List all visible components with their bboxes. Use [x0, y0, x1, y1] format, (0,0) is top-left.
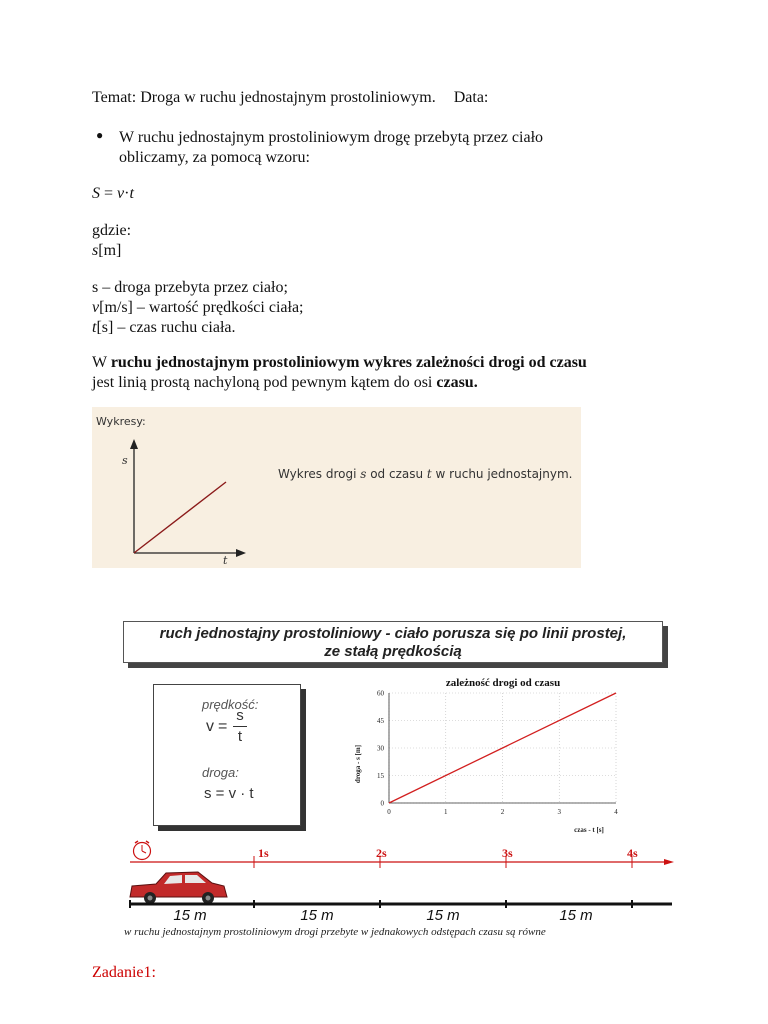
definition-t-text: [s] – czas ruchu ciała.: [96, 319, 236, 336]
card-v: v: [206, 718, 214, 735]
formula-s: S: [92, 185, 100, 202]
formula-v: v: [117, 185, 125, 202]
card-distance-formula: s = v · t: [204, 785, 254, 802]
distance-label-3: 15 m: [426, 907, 460, 924]
card-fraction-bar: [233, 726, 247, 727]
statement-line-2: [92, 373, 478, 393]
topic-line: [92, 88, 488, 108]
formula: [92, 184, 134, 204]
chart-x-tick-label: 1: [444, 808, 448, 816]
formula-card: [153, 684, 301, 826]
topic-text: Temat: Droga w ruchu jednostajnym prostoliniowym.: [92, 89, 436, 106]
figure1-y-arrow: [130, 439, 138, 449]
chart-xlabel: czas - t [s]: [574, 826, 604, 834]
task-label: Zadanie1:: [92, 964, 156, 981]
time-label-2s: 2s: [376, 846, 387, 860]
figure1-caption-mid: od czasu: [366, 467, 427, 481]
figure1-caption: [278, 467, 572, 481]
chart-y-tick-label: 45: [377, 717, 384, 725]
figure1-axis-s: s: [122, 454, 128, 467]
card-eq: =: [218, 718, 228, 735]
s-unit: [m]: [98, 242, 122, 259]
definition-t: [92, 318, 236, 338]
definition-v-symbol: v: [92, 299, 100, 316]
statement-w: W: [92, 354, 111, 371]
s-symbol: s: [92, 242, 99, 259]
card-distance-label: droga:: [202, 765, 239, 780]
figure1-caption-t: t: [426, 467, 432, 481]
timeline-arrow: [664, 859, 674, 865]
figure1-caption-pre: Wykres drogi: [278, 467, 361, 481]
banner-box: [123, 621, 663, 663]
s-unit-line: [92, 241, 121, 261]
time-label-3s: 3s: [502, 846, 513, 860]
definition-t-symbol: t: [92, 319, 97, 336]
chart-x-tick-label: 0: [387, 808, 391, 816]
distance-label-2: 15 m: [300, 907, 334, 924]
chart-title: zależność drogi od czasu: [445, 677, 561, 689]
figure1-line: [134, 482, 226, 553]
bullet-dot: ●: [96, 128, 104, 142]
formula-t: t: [129, 185, 134, 202]
chart-x-tick-label: 2: [500, 808, 505, 816]
definition-s: s – droga przebyta przez ciało;: [92, 279, 288, 296]
figure1-title: Wykresy:: [96, 415, 146, 428]
figure1-graph: [92, 407, 581, 568]
figure1-axis-t: t: [223, 554, 228, 567]
statement-line-1: [92, 353, 587, 373]
bullet-line-2: obliczamy, za pomocą wzoru:: [119, 149, 310, 166]
chart-ylabel: droga - s [m]: [354, 744, 362, 784]
card-denominator: t: [237, 728, 243, 745]
banner-line-2: ze stałą prędkością: [324, 643, 462, 660]
where-label: gdzie:: [92, 222, 132, 239]
date-label: Data:: [453, 89, 489, 106]
chart-y-tick-label: 15: [377, 772, 384, 780]
chart-x-tick-label: 3: [557, 808, 561, 816]
distance-label-4: 15 m: [559, 907, 593, 924]
timeline-note: w ruchu jednostajnym prostoliniowym drogi przebyte w jednakowych odstępach czasu są równe: [124, 926, 546, 938]
statement-bold-2: czasu.: [436, 374, 478, 391]
formula-eq: =: [100, 185, 118, 202]
card-numerator: s: [236, 707, 244, 724]
figure1-caption-s: s: [360, 467, 367, 481]
statement-bold-1: ruchu jednostajnym prostoliniowym wykres zależności drogi od czasu: [110, 354, 587, 371]
card-speed-label: prędkość:: [202, 697, 259, 712]
chart-y-tick-label: 0: [380, 799, 384, 808]
time-label-4s: 4s: [627, 846, 638, 860]
statement-text-2: jest linią prostą nachyloną pod pewnym kątem do osi: [92, 374, 437, 391]
clock-icon: [134, 841, 151, 860]
figure1-caption-post: w ruchu jednostajnym.: [431, 467, 573, 481]
figure1-x-arrow: [236, 549, 246, 557]
chart-x-tick-label: 4: [614, 808, 618, 816]
distance-time-chart: [343, 674, 643, 844]
car-icon: [130, 872, 227, 904]
chart-y-tick-label: 60: [377, 689, 384, 698]
formula-dot: ·: [124, 185, 130, 202]
bullet-line-1: W ruchu jednostajnym prostoliniowym drogę przebytą przez ciało: [119, 129, 544, 146]
chart-y-tick-label: 30: [377, 744, 384, 753]
time-label-1s: 1s: [258, 846, 269, 860]
banner-line-1: ruch jednostajny prostoliniowy - ciało porusza się po linii prostej,: [159, 625, 627, 642]
timeline: [118, 840, 674, 930]
figure-uniform-motion: [118, 618, 674, 948]
distance-label-1: 15 m: [173, 907, 207, 924]
figure-wykresy: [92, 407, 581, 568]
definition-v-text: [m/s] – wartość prędkości ciała;: [99, 299, 304, 316]
definition-v: [92, 298, 303, 318]
